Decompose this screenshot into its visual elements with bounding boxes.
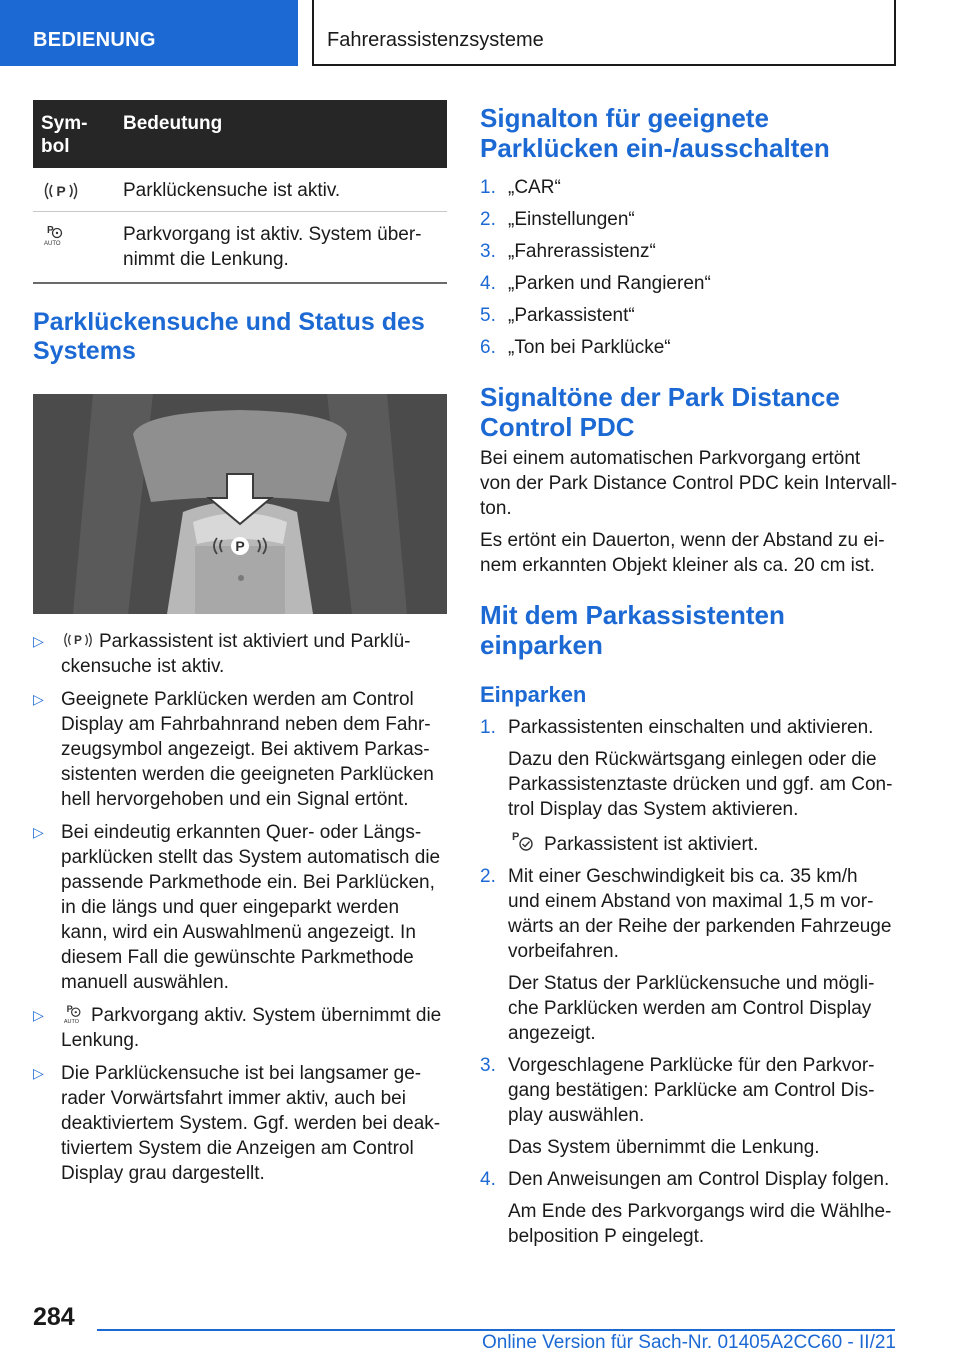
svg-text:P: P (235, 538, 245, 554)
section-tab: BEDIENUNG (0, 0, 298, 66)
symbol-table (33, 100, 447, 284)
list-item (33, 820, 447, 995)
step-text: Parkassistenten einschalten und aktivieren. (508, 717, 874, 738)
list-item-text: Die Parklückensuche ist bei langsamer ge- rader Vorwärtsfahrt immer aktiv, auch bei deaktiviertem System. Ggf. werden bei deak- tiviertem System die Anzeigen am Control Display grau dargestellt. (61, 1063, 441, 1184)
step-detail: Dazu den Rückwärtsgang einlegen oder die Parkassistenztaste drücken und ggf. am Con- trol Display das System aktivieren. (508, 749, 893, 820)
svg-text:P: P (56, 182, 66, 199)
list-item (480, 715, 898, 857)
list-item-text: Bei eindeutig erkannten Quer- oder Längs- parklücken stellt das System automatisch die passende Parkmethode ein. Bei Parklücken, in die längs und quer eingeparkt werden kann, wird ein Auswahlmenü angezeigt. In diesem Fall die gewünschte Parkmethode manuell auswählen. (61, 822, 441, 993)
list-item (33, 1003, 447, 1053)
meaning-cell: Parklückensuche ist aktiv. (115, 168, 447, 212)
list-item (480, 335, 898, 360)
triangle-bullet-icon: ▷ (33, 1007, 44, 1023)
parking-auto-icon (61, 1003, 85, 1025)
symbol-cell (33, 212, 115, 284)
right-column (480, 103, 898, 1256)
parking-assistant-illustration (33, 394, 447, 614)
list-item (480, 271, 898, 296)
list-item (480, 1167, 898, 1249)
step-detail: Am Ende des Parkvorgangs wird die Wählhe- belposition P eingelegt. (508, 1201, 892, 1247)
step-text: „Fahrerassistenz“ (508, 241, 656, 262)
step-number: 1. (480, 717, 496, 738)
pdc-paragraph-2: Es ertönt ein Dauerton, wenn der Abstand zu ei- nem erkannten Objekt kleiner als ca. 20 cm ist. (480, 530, 885, 576)
list-item-text: Geeignete Parklücken werden am Control Display am Fahrbahnrand neben dem Fahr- zeugsymbol angezeigt. Bei aktivem Parkas- sistenten werden die geeigneten Parklücken hell hervorgehoben und ein Signal ertönt. (61, 689, 434, 810)
step-text: „Parken und Rangieren“ (508, 273, 711, 294)
step-number: 2. (480, 209, 496, 230)
triangle-bullet-icon: ▷ (33, 633, 44, 649)
step-number: 3. (480, 241, 496, 262)
list-item-text: Parkvorgang aktiv. System übernimmt die Lenkung. (61, 1005, 442, 1051)
online-version-link[interactable]: Online Version für Sach-Nr. 01405A2CC60 - II/21 (481, 1332, 896, 1353)
parking-signal-icon (41, 180, 81, 202)
step-text: „Parkassistent“ (508, 305, 635, 326)
list-item (33, 1061, 447, 1186)
pdc-paragraph-1: Bei einem automatischen Parkvorgang ertönt von der Park Distance Control PDC kein Intervall- ton. (480, 448, 898, 519)
svg-text:P: P (66, 1004, 73, 1015)
step-text: Den Anweisungen am Control Display folgen. (508, 1169, 890, 1190)
einparken-heading: Mit dem Parkassistenten einparken (480, 600, 785, 660)
step-number: 5. (480, 305, 496, 326)
step-detail: Der Status der Parklückensuche und mögli- che Parklücken werden am Control Display angezeigt. (508, 973, 875, 1044)
svg-text:AUTO: AUTO (63, 1019, 80, 1025)
list-item (480, 239, 898, 264)
meaning-cell: Parkvorgang ist aktiv. System über- nimmt die Lenkung. (115, 212, 447, 284)
status-list (33, 629, 447, 1186)
step-number: 4. (480, 1169, 496, 1190)
chapter-title: Fahrerassistenzsysteme (312, 0, 896, 66)
status-heading: Parklückensuche und Status des Systems (33, 308, 425, 365)
step-note (508, 829, 898, 857)
step-number: 1. (480, 177, 496, 198)
step-text: Mit einer Geschwindigkeit bis ca. 35 km/h und einem Abstand von maximal 1,5 m vor- wärts an der Reihe der parkenden Fahrzeuge vorbeifahren. (508, 866, 892, 962)
page-header (0, 0, 960, 66)
car-display-graphic (33, 394, 447, 614)
svg-text:P: P (47, 224, 54, 236)
list-item (480, 303, 898, 328)
table-row (33, 168, 447, 212)
step-detail: Das System übernimmt die Lenkung. (508, 1137, 820, 1158)
list-item (480, 207, 898, 232)
parking-signal-icon (61, 630, 95, 650)
list-item (480, 175, 898, 200)
step-note-text: Parkassistent ist aktiviert. (544, 834, 759, 855)
footer-divider (97, 1329, 895, 1331)
list-item (480, 1053, 898, 1160)
step-text: Vorgeschlagene Parklücke für den Parkvor- gang bestätigen: Parklücke am Control Dis- play auswählen. (508, 1055, 875, 1126)
einparken-steps (480, 715, 898, 1249)
step-number: 3. (480, 1055, 496, 1076)
list-item-text: Parkassistent ist aktiviert und Parklü- ckensuche ist aktiv. (61, 631, 411, 677)
list-item (33, 687, 447, 812)
pdc-heading: Signaltöne der Park Distance Control PDC (480, 382, 840, 442)
step-number: 6. (480, 337, 496, 358)
einparken-subheading: Einparken (480, 682, 587, 707)
step-text: „CAR“ (508, 177, 561, 198)
symbol-cell (33, 168, 115, 212)
triangle-bullet-icon: ▷ (33, 691, 44, 707)
page-number: 284 (33, 1303, 75, 1331)
signal-steps (480, 175, 898, 360)
step-number: 2. (480, 866, 496, 887)
step-text: „Ton bei Parklücke“ (508, 337, 671, 358)
svg-text:P: P (512, 831, 520, 843)
left-column (33, 100, 447, 1194)
col-symbol-header (33, 100, 115, 168)
col-symbol-label: Sym- bol (41, 113, 88, 157)
step-number: 4. (480, 273, 496, 294)
list-item (480, 864, 898, 1046)
step-text: „Einstellungen“ (508, 209, 635, 230)
col-meaning-header: Bedeutung (115, 100, 447, 168)
svg-text:P: P (74, 633, 82, 648)
triangle-bullet-icon: ▷ (33, 824, 44, 840)
triangle-bullet-icon: ▷ (33, 1065, 44, 1081)
list-item (33, 629, 447, 679)
signal-heading: Signalton für geeignete Parklücken ein-/ausschalten (480, 103, 830, 163)
svg-text:AUTO: AUTO (44, 240, 61, 247)
parking-assist-active-icon (510, 829, 536, 853)
parking-auto-icon (41, 223, 67, 247)
table-row (33, 212, 447, 284)
